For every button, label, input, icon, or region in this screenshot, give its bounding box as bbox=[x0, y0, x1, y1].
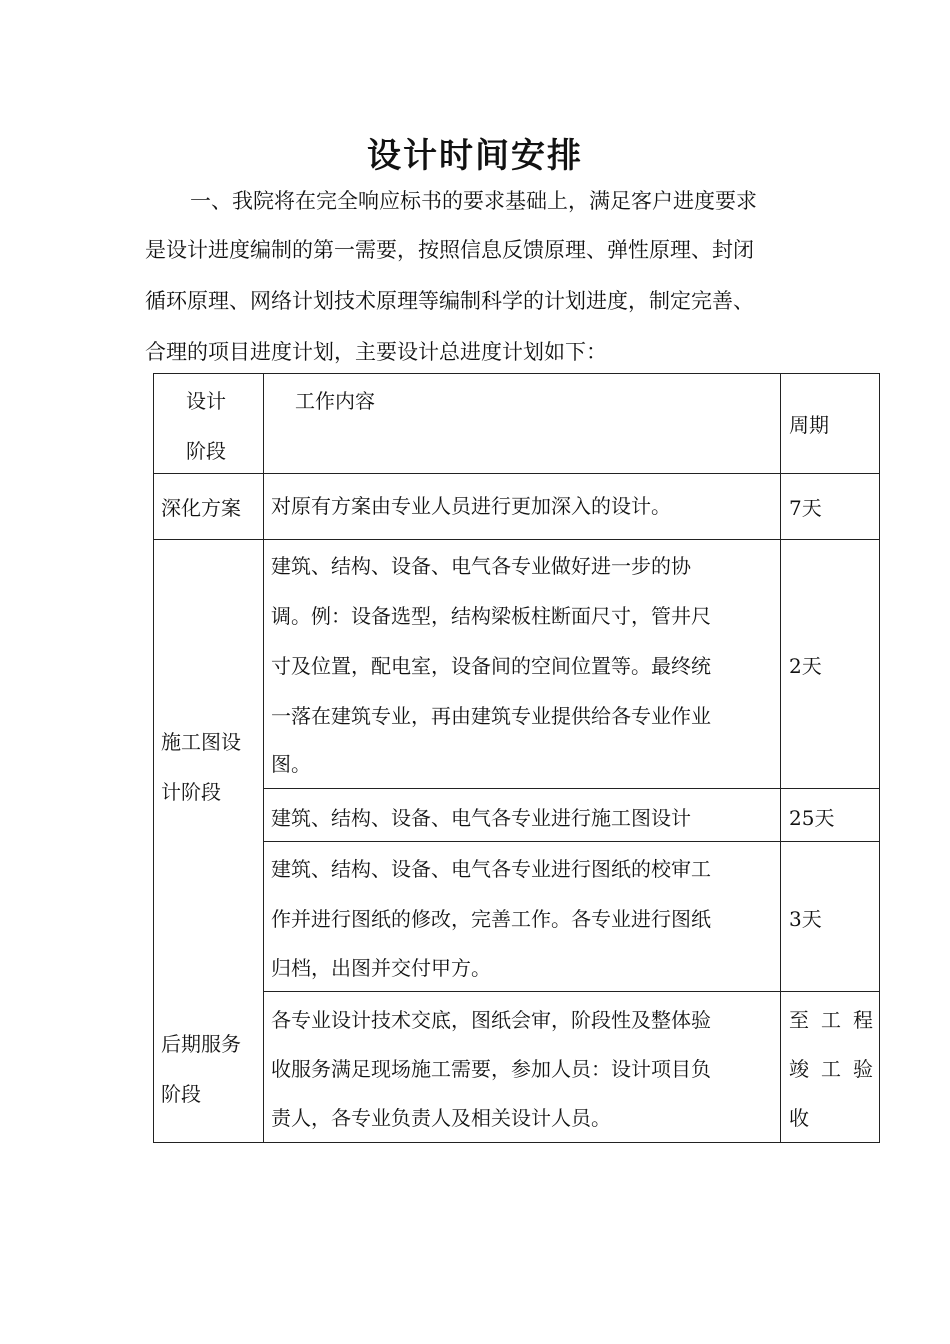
stage-deepening: 深化方案 bbox=[161, 496, 241, 520]
header-stage-line2: 阶段 bbox=[186, 439, 226, 463]
row5-period-l1: 至工程 bbox=[789, 1008, 873, 1032]
intro-line-4: 合理的项目进度计划，主要设计总进度计划如下： bbox=[145, 340, 607, 364]
header-stage-line1: 设计 bbox=[186, 389, 226, 413]
row4-period: 3天 bbox=[789, 907, 822, 931]
row3-content: 建筑、结构、设备、电气各专业进行施工图设计 bbox=[271, 806, 691, 830]
row2-content-l5: 图。 bbox=[271, 752, 311, 776]
intro-line-1: 一、我院将在完全响应标书的要求基础上，满足客户进度要求 bbox=[190, 189, 757, 213]
row5-period-l3: 收 bbox=[789, 1106, 809, 1130]
header-content: 工作内容 bbox=[295, 389, 375, 413]
row5-content-l2: 收服务满足现场施工需要，参加人员：设计项目负 bbox=[271, 1057, 711, 1081]
table-line bbox=[780, 373, 781, 1143]
row3-period: 25天 bbox=[789, 806, 835, 830]
row5-content-l3: 责人，各专业负责人及相关设计人员。 bbox=[271, 1106, 611, 1130]
schedule-table bbox=[153, 373, 880, 1143]
row2-content-l1: 建筑、结构、设备、电气各专业做好进一步的协 bbox=[271, 554, 691, 578]
page-title: 设计时间安排 bbox=[367, 136, 583, 176]
table-border-left bbox=[153, 373, 154, 1143]
row2-period: 2天 bbox=[789, 654, 822, 678]
intro-line-2: 是设计进度编制的第一需要，按照信息反馈原理、弹性原理、封闭 bbox=[145, 238, 754, 262]
row4-content-l2: 作并进行图纸的修改，完善工作。各专业进行图纸 bbox=[271, 907, 711, 931]
stage-construction-l1: 施工图设 bbox=[161, 730, 241, 754]
row4-content-l1: 建筑、结构、设备、电气各专业进行图纸的校审工 bbox=[271, 857, 711, 881]
table-line bbox=[263, 373, 264, 1143]
header-period: 周期 bbox=[789, 413, 829, 437]
row5-content-l1: 各专业设计技术交底，图纸会审，阶段性及整体验 bbox=[271, 1008, 711, 1032]
row1-content: 对原有方案由专业人员进行更加深入的设计。 bbox=[271, 494, 671, 518]
row2-content-l4: 一落在建筑专业，再由建筑专业提供给各专业作业 bbox=[271, 704, 711, 728]
intro-line-3: 循环原理、网络计划技术原理等编制科学的计划进度，制定完善、 bbox=[145, 289, 754, 313]
row2-content-l2: 调。例：设备选型，结构梁板柱断面尺寸，管井尺 bbox=[271, 604, 711, 628]
stage-service-l2: 阶段 bbox=[161, 1082, 201, 1106]
stage-service-l1: 后期服务 bbox=[161, 1032, 241, 1056]
table-border-right bbox=[879, 373, 880, 1143]
row1-period: 7天 bbox=[789, 496, 822, 520]
row5-period-l2: 竣工验 bbox=[789, 1057, 873, 1081]
row4-content-l3: 归档，出图并交付甲方。 bbox=[271, 956, 491, 980]
row2-content-l3: 寸及位置，配电室，设备间的空间位置等。最终统 bbox=[271, 654, 711, 678]
stage-construction-l2: 计阶段 bbox=[161, 780, 221, 804]
